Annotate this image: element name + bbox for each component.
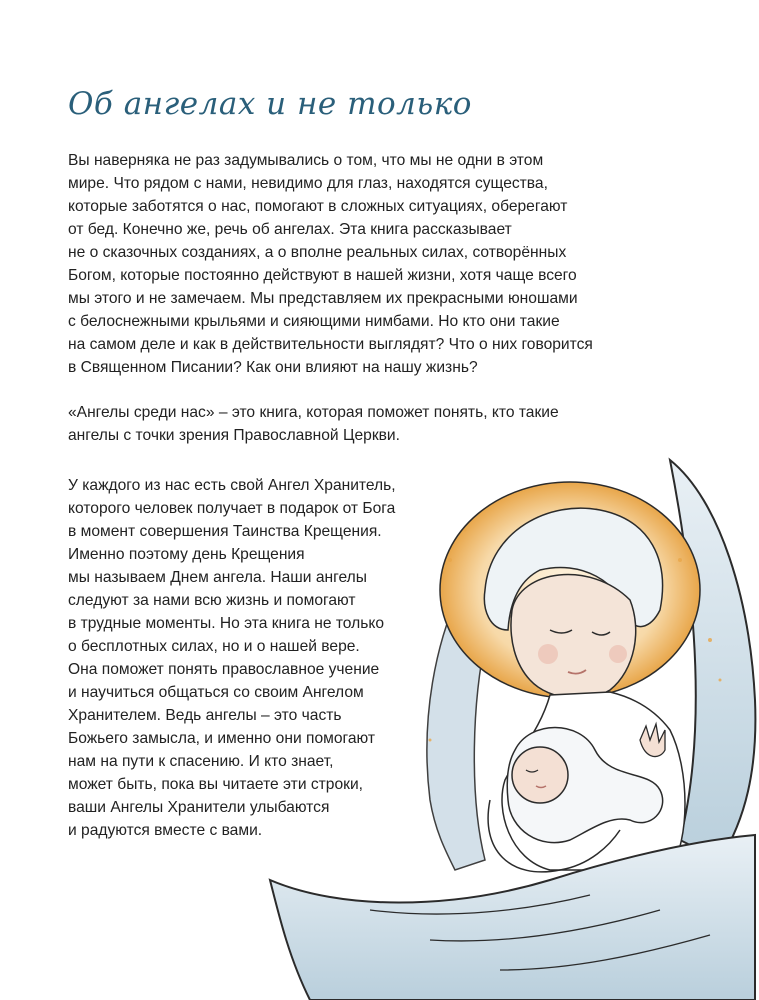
text-line: Она поможет понять православное учение <box>68 661 380 678</box>
text-line: мы этого и не замечаем. Мы представляем их прекрасными юношами <box>68 290 578 307</box>
text-line: ваши Ангелы Хранители улыбаются <box>68 799 330 816</box>
angel-face <box>511 575 636 698</box>
text-line: на самом деле и как в действительности выглядят? Что о них говорится <box>68 336 593 353</box>
text-line: нам на пути к спасению. И кто знает, <box>68 753 334 770</box>
text-line: Именно поэтому день Крещения <box>68 546 305 563</box>
text-line: в трудные моменты. Но эта книга не только <box>68 615 385 632</box>
text-line: может быть, пока вы читаете эти строки, <box>68 776 364 793</box>
intro-paragraph <box>68 149 593 379</box>
text-line: в момент совершения Таинства Крещения. <box>68 523 382 540</box>
page-title: Об ангелах и не только <box>68 86 472 122</box>
text-line: мы называем Днем ангела. Наши ангелы <box>68 569 367 586</box>
text-line: мире. Что рядом с нами, невидимо для глаз, находятся существа, <box>68 175 548 192</box>
lower-wing <box>270 835 755 1000</box>
text-line: от бед. Конечно же, речь об ангелах. Эта книга рассказывает <box>68 221 512 238</box>
text-line: о бесплотных силах, но и о нашей вере. <box>68 638 360 655</box>
text-line: с белоснежными крыльями и сияющими нимбами. Но кто они такие <box>68 313 560 330</box>
text-line: «Ангелы среди нас» – это книга, которая поможет понять, кто такие <box>68 404 559 421</box>
text-line: и радуются вместе с вами. <box>68 822 263 839</box>
angel-with-child-illustration <box>250 440 759 1000</box>
child-face <box>512 747 568 803</box>
text-line: Божьего замысла, и именно они помогают <box>68 730 376 747</box>
text-line: У каждого из нас есть свой Ангел Хранитель, <box>68 477 396 494</box>
text-line: в Священном Писании? Как они влияют на нашу жизнь? <box>68 359 478 376</box>
text-line: не о сказочных созданиях, а о вполне реальных силах, сотворённых <box>68 244 567 261</box>
text-line: Хранителем. Ведь ангелы – это часть <box>68 707 342 724</box>
text-line: которые заботятся о нас, помогают в сложных ситуациях, оберегают <box>68 198 568 215</box>
text-line: Богом, которые постоянно действуют в нашей жизни, хотя чаще всего <box>68 267 577 284</box>
text-line: которого человек получает в подарок от Бога <box>68 500 396 517</box>
text-line: следуют за нами всю жизнь и помогают <box>68 592 356 609</box>
text-line: ангелы с точки зрения Православной Церкви. <box>68 427 400 444</box>
text-line: Вы наверняка не раз задумывались о том, что мы не одни в этом <box>68 152 544 169</box>
text-line: и научиться общаться со своим Ангелом <box>68 684 364 701</box>
